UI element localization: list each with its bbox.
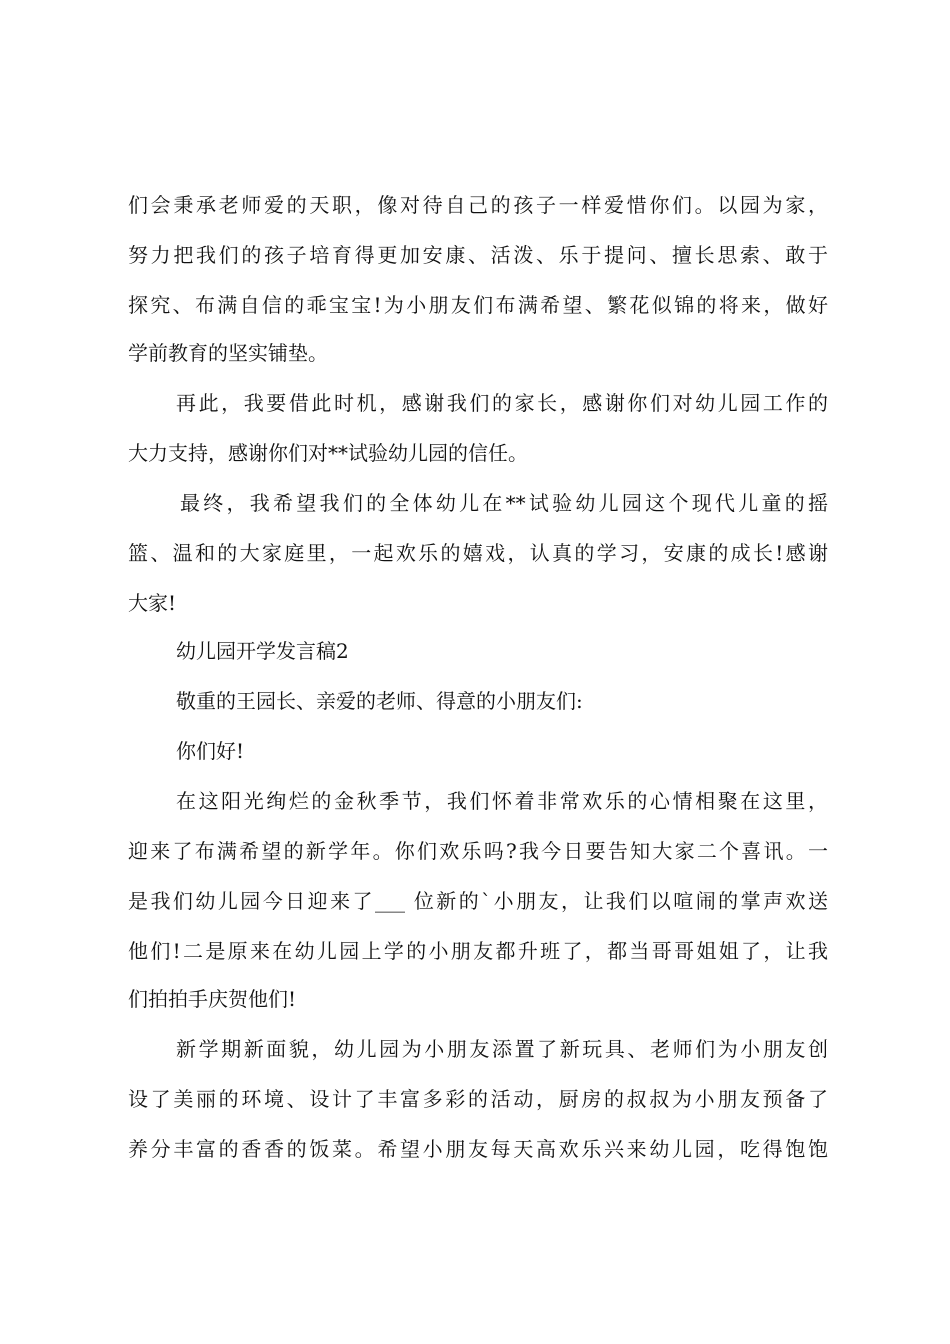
paragraph-line: 们拍拍手庆贺他们! bbox=[128, 987, 297, 1011]
paragraph-line: 努力把我们的孩子培育得更加安康、活泼、乐于提问、擅长思索、敢于 bbox=[128, 243, 828, 267]
paragraph-line: 养分丰富的香香的饭菜。希望小朋友每天高欢乐兴来幼儿园，吃得饱饱 bbox=[128, 1137, 828, 1161]
paragraph-line: 大力支持，感谢你们对**试验幼儿园的信任。 bbox=[128, 441, 528, 465]
paragraph-line: 学前教育的坚实铺垫。 bbox=[128, 341, 328, 365]
paragraph-line: 篮、温和的大家庭里，一起欢乐的嬉戏，认真的学习，安康的成长!感谢 bbox=[128, 541, 828, 565]
paragraph-line: 探究、布满自信的乖宝宝!为小朋友们布满希望、繁花似锦的将来，做好 bbox=[128, 293, 828, 317]
paragraph-line: 再此，我要借此时机，感谢我们的家长，感谢你们对幼儿园工作的 bbox=[176, 391, 828, 415]
paragraph-line: 最终，我希望我们的全体幼儿在**试验幼儿园这个现代儿童的摇 bbox=[180, 491, 828, 515]
section-title: 幼儿园开学发言稿2 bbox=[176, 639, 349, 663]
paragraph-line: 们会秉承老师爱的天职，像对待自己的孩子一样爱惜你们。以园为家， bbox=[128, 193, 828, 217]
paragraph-line: 迎来了布满希望的新学年。你们欢乐吗?我今日要告知大家二个喜讯。一 bbox=[128, 839, 828, 863]
paragraph-line: 是我们幼儿园今日迎来了___ 位新的`小朋友，让我们以喧闹的掌声欢送 bbox=[128, 889, 828, 913]
paragraph-line: 他们!二是原来在幼儿园上学的小朋友都升班了，都当哥哥姐姐了，让我 bbox=[128, 939, 828, 963]
paragraph-line: 大家! bbox=[128, 591, 177, 615]
greeting: 你们好! bbox=[176, 739, 245, 763]
paragraph-line: 在这阳光绚烂的金秋季节，我们怀着非常欢乐的心情相聚在这里， bbox=[176, 789, 828, 813]
salutation: 敬重的王园长、亲爱的老师、得意的小朋友们: bbox=[176, 689, 583, 713]
paragraph-line: 设了美丽的环境、设计了丰富多彩的活动，厨房的叔叔为小朋友预备了 bbox=[128, 1087, 828, 1111]
paragraph-line: 新学期新面貌，幼儿园为小朋友添置了新玩具、老师们为小朋友创 bbox=[176, 1037, 828, 1061]
